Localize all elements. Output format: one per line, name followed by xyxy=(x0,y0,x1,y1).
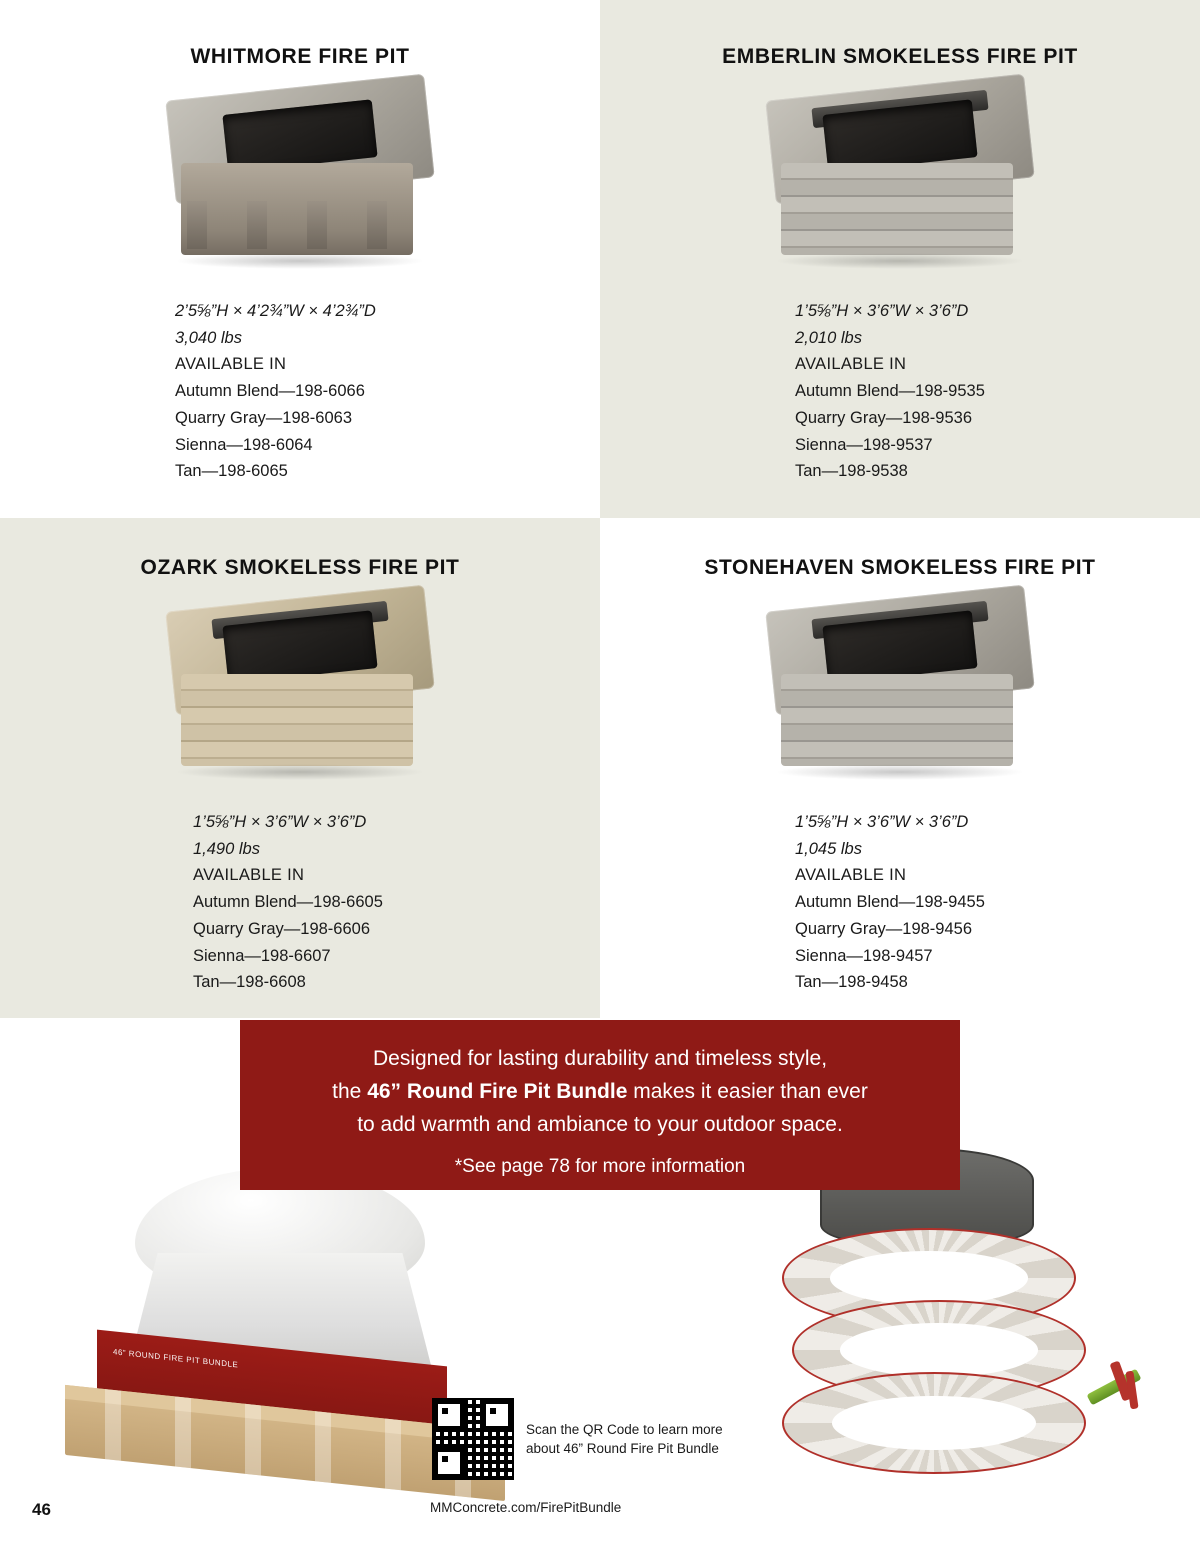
pallet-slat xyxy=(315,1411,331,1483)
pallet-slat xyxy=(385,1419,401,1491)
product-specs xyxy=(175,298,600,485)
fire-pit-body xyxy=(781,674,1013,766)
promo-bundle-name: 46” Round Fire Pit Bundle xyxy=(367,1080,628,1104)
available-in-label: AVAILABLE IN xyxy=(795,355,907,374)
product-panel-ozark xyxy=(0,518,600,1018)
qr-finder-icon xyxy=(434,1448,464,1478)
qr-instruction-line-1: Scan the QR Code to learn more xyxy=(526,1421,723,1437)
pallet-slat xyxy=(175,1396,191,1468)
product-color-option: Tan—198-6608 xyxy=(193,973,306,992)
available-in-label: AVAILABLE IN xyxy=(175,355,287,374)
pallet-slat xyxy=(105,1389,121,1461)
promo-banner xyxy=(240,1020,960,1190)
product-image-ozark xyxy=(135,592,465,797)
product-dimensions: 1’5⅝”H × 3’6”W × 3’6”D xyxy=(193,813,367,831)
product-color-option: Quarry Gray—198-9456 xyxy=(795,919,972,938)
product-title: OZARK SMOKELESS FIRE PIT xyxy=(140,556,460,579)
product-color-option: Tan—198-6065 xyxy=(175,462,288,481)
fire-pit-shadow xyxy=(175,764,425,780)
product-image-stonehaven xyxy=(735,592,1065,797)
fire-pit-shadow xyxy=(775,253,1025,269)
available-in-label: AVAILABLE IN xyxy=(795,866,907,885)
fire-pit-leg xyxy=(247,201,267,249)
product-specs xyxy=(193,809,600,996)
product-color-option: Autumn Blend—198-6066 xyxy=(175,382,365,401)
caulk-gun-icon xyxy=(1082,1353,1152,1443)
product-color-option: Autumn Blend—198-6605 xyxy=(193,893,383,912)
product-weight: 2,010 lbs xyxy=(795,328,862,347)
product-color-option: Sienna—198-6064 xyxy=(175,435,313,454)
promo-line-2-pre: the xyxy=(332,1080,368,1104)
product-color-option: Autumn Blend—198-9455 xyxy=(795,893,985,912)
promo-line-1: Designed for lasting durability and timeless style, xyxy=(372,1047,828,1070)
promo-note: *See page 78 for more information xyxy=(454,1155,746,1177)
product-dimensions: 1’5⅝”H × 3’6”W × 3’6”D xyxy=(795,302,969,320)
product-title: STONEHAVEN SMOKELESS FIRE PIT xyxy=(704,556,1096,579)
product-specs xyxy=(795,809,1200,996)
promo-line-2 xyxy=(240,1075,960,1108)
fire-pit-leg xyxy=(307,201,327,249)
available-in-label: AVAILABLE IN xyxy=(193,866,305,885)
promo-line-2-post: makes it easier than ever xyxy=(627,1080,868,1104)
product-color-option: Sienna—198-9537 xyxy=(795,435,933,454)
fire-pit-body xyxy=(181,674,413,766)
qr-instruction-text xyxy=(526,1420,723,1458)
fire-pit-shadow xyxy=(775,764,1025,780)
fire-pit-leg xyxy=(367,201,387,249)
product-specs xyxy=(795,298,1200,485)
product-weight: 1,490 lbs xyxy=(193,839,260,858)
fire-pit-block-ring xyxy=(782,1372,1086,1474)
product-color-option: Sienna—198-9457 xyxy=(795,946,933,965)
product-image-whitmore xyxy=(135,81,465,286)
product-dimensions: 2’5⅝”H × 4’2¾”W × 4’2¾”D xyxy=(175,302,376,320)
fire-pit-body xyxy=(781,163,1013,255)
qr-code-block[interactable] xyxy=(432,1398,723,1480)
qr-code-icon[interactable] xyxy=(432,1398,514,1480)
fire-pit-shadow xyxy=(175,253,425,269)
qr-finder-icon xyxy=(434,1400,464,1430)
pallet-slat xyxy=(245,1404,261,1476)
product-color-option: Tan—198-9538 xyxy=(795,462,908,481)
product-color-option: Quarry Gray—198-9536 xyxy=(795,408,972,427)
promo-line-3: to add warmth and ambiance to your outdoor space. xyxy=(357,1113,843,1137)
product-image-emberlin xyxy=(735,81,1065,286)
product-weight: 3,040 lbs xyxy=(175,328,242,347)
product-weight: 1,045 lbs xyxy=(795,839,862,858)
page-number: 46 xyxy=(32,1500,51,1519)
product-title: EMBERLIN SMOKELESS FIRE PIT xyxy=(722,45,1078,68)
qr-instruction-line-2: about 46” Round Fire Pit Bundle xyxy=(526,1441,719,1456)
product-panel-stonehaven xyxy=(600,518,1200,1018)
product-panel-emberlin xyxy=(600,0,1200,518)
product-color-option: Tan—198-9458 xyxy=(795,973,908,992)
product-title: WHITMORE FIRE PIT xyxy=(190,45,410,68)
product-dimensions: 1’5⅝”H × 3’6”W × 3’6”D xyxy=(795,813,969,831)
product-panel-whitmore xyxy=(0,0,600,518)
product-color-option: Sienna—198-6607 xyxy=(193,946,331,965)
product-color-option: Quarry Gray—198-6606 xyxy=(193,919,370,938)
fire-pit-leg xyxy=(187,201,207,249)
qr-finder-icon xyxy=(482,1400,512,1430)
bundle-label-product-name: 46” ROUND FIRE PIT BUNDLE xyxy=(113,1347,239,1370)
footer-url[interactable]: MMConcrete.com/FirePitBundle xyxy=(430,1500,622,1515)
product-color-option: Autumn Blend—198-9535 xyxy=(795,382,985,401)
product-color-option: Quarry Gray—198-6063 xyxy=(175,408,352,427)
fire-pit-ring-diagram xyxy=(772,1148,1152,1508)
